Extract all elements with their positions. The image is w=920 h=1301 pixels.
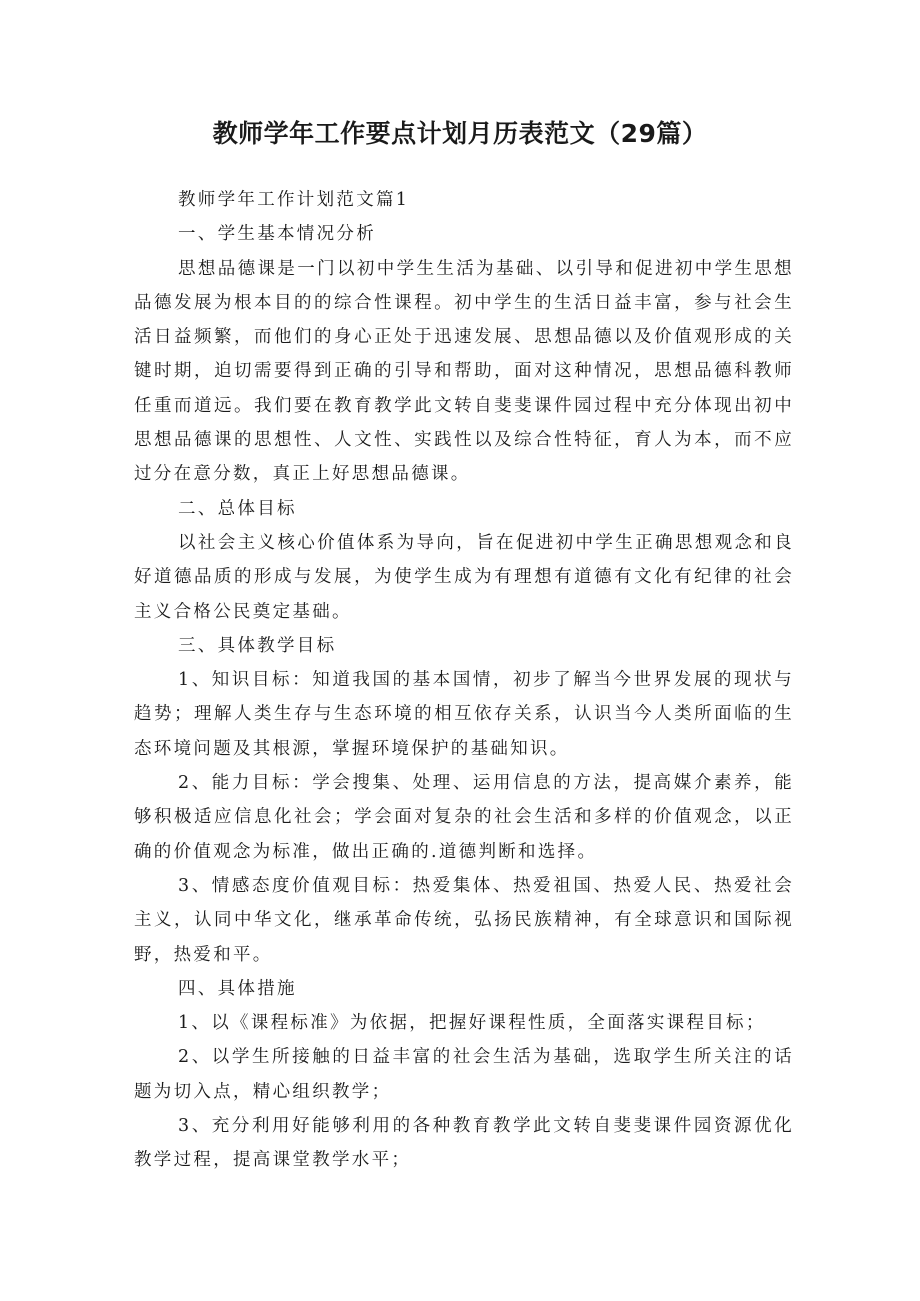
paragraph-measure-3: 3、充分利用好能够利用的各种教育教学此文转自斐斐课件园资源优化教学过程，提高课堂教学水平； (134, 1116, 794, 1171)
paragraph-measure-2: 2、以学生所接触的日益丰富的社会生活为基础，选取学生所关注的话题为切入点，精心组织教学； (134, 1047, 794, 1102)
section-subtitle: 教师学年工作计划范文篇1 (178, 190, 410, 210)
document-body (134, 183, 794, 1178)
section-heading-2: 二、总体目标 (178, 498, 297, 519)
paragraph-measure-1: 1、以《课程标准》为依据，把握好课程性质，全面落实课程目标； (178, 1013, 766, 1034)
section-heading-4: 四、具体措施 (178, 978, 297, 999)
paragraph-2: 以社会主义核心价值体系为导向，旨在促进初中学生正确思想观念和良好道德品质的形成与发展，为使学生成为有理想有道德有文化有纪律的社会主义合格公民奠定基础。 (134, 532, 794, 622)
paragraph-ability-goal: 2、能力目标：学会搜集、处理、运用信息的方法，提高媒介素养，能够积极适应信息化社会；学会面对复杂的社会生活和多样的价值观念，以正确的价值观念为标准，做出正确的.道德判断和选择。 (134, 773, 794, 862)
paragraph-values-goal: 3、情感态度价值观目标：热爱集体、热爱祖国、热爱人民、热爱社会主义，认同中华文化，继承革命传统，弘扬民族精神，有全球意识和国际视野，热爱和平。 (134, 875, 794, 965)
section-heading-1: 一、学生基本情况分析 (178, 224, 376, 245)
paragraph-1: 思想品德课是一门以初中学生生活为基础、以引导和促进初中学生思想品德发展为根本目的的综合性课程。初中学生的生活日益丰富，参与社会生活日益频繁，而他们的身心正处于迅速发展、思想品德以及价值观形成的关键时期，迫切需要得到正确的引导和帮助，面对这种情况，思想品德科教师任重而道远。我们要在教育教学此文转自斐斐课件园过程中充分体现出初中思想品德课的思想性、人文性、实践性以及综合性特征，育人为本，而不应过分在意分数，真正上好思想品德课。 (134, 258, 794, 485)
document-title: 教师学年工作要点计划月历表范文（29篇） (212, 119, 708, 148)
section-heading-3: 三、具体教学目标 (178, 635, 337, 656)
paragraph-knowledge-goal: 1、知识目标：知道我国的基本国情，初步了解当今世界发展的现状与趋势；理解人类生存与生态环境的相互依存关系，认识当今人类所面临的生态环境问题及其根源，掌握环境保护的基础知识。 (134, 670, 794, 759)
